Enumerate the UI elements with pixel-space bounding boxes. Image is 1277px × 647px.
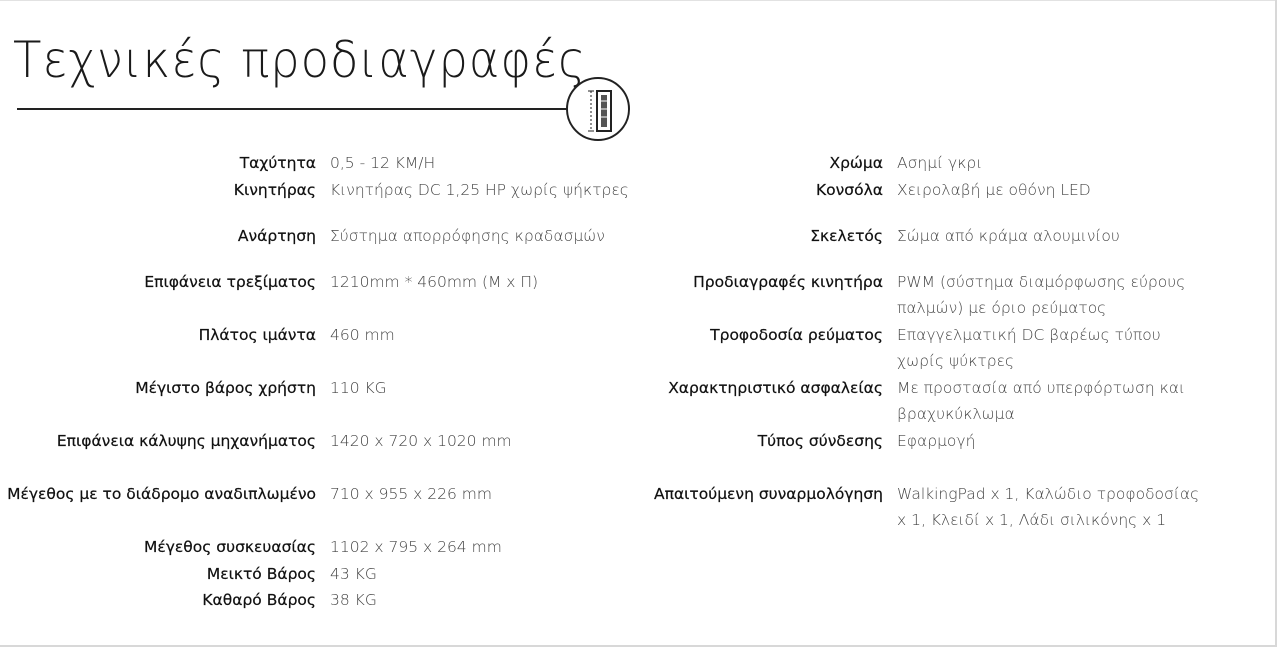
spec-row-running-surface: [0, 269, 539, 295]
dimensions-icon: [568, 79, 632, 143]
spec-value: Σύστημα απορρόφησης κραδασμών: [330, 227, 605, 245]
spec-label: Μέγιστο βάρος χρήστη: [135, 379, 316, 397]
spec-value: 0,5 - 12 KM/H: [330, 154, 436, 172]
spec-row-gross-weight: [0, 561, 377, 587]
spec-row-color: [560, 150, 983, 176]
spec-label: Ταχύτητα: [239, 154, 316, 172]
page-title: Τεχνικές προδιαγραφές: [13, 31, 587, 89]
spec-label: Επιφάνεια τρεξίματος: [144, 273, 316, 291]
spec-row-console: [560, 177, 1091, 203]
spec-value: 110 KG: [330, 379, 387, 397]
spec-value: Σώμα από κράμα αλουμινίου: [897, 227, 1120, 245]
spec-row-net-weight: [0, 587, 377, 613]
spec-value: 1210mm * 460mm (Μ x Π): [330, 273, 539, 291]
spec-value: 1420 x 720 x 1020 mm: [330, 432, 512, 450]
spec-row-folded-size: [0, 481, 492, 507]
spec-value: WalkingPad x 1, Καλώδιο τροφοδοσίας x 1, Κλειδί x 1, Λάδι σιλικόνης x 1: [897, 485, 1200, 529]
frame-border-top: [0, 0, 1277, 1]
spec-row-connection: [560, 428, 976, 454]
spec-value: Επαγγελματική DC βαρέως τύπου χωρίς ψύκτρες: [897, 326, 1161, 370]
spec-row-max-user-weight: [0, 375, 387, 401]
spec-value: 1102 x 795 x 264 mm: [330, 538, 502, 556]
spec-row-suspension: [0, 223, 605, 249]
spec-label: Τύπος σύνδεσης: [757, 432, 883, 450]
dimensions-badge: [566, 77, 630, 141]
spec-label: Χρώμα: [829, 154, 883, 172]
spec-value: Χειρολαβή με οθόνη LED: [897, 181, 1091, 199]
spec-label: Προδιαγραφές κινητήρα: [693, 273, 883, 291]
spec-label: Κινητήρας: [233, 181, 316, 199]
spec-label: Σκελετός: [810, 227, 883, 245]
spec-row-frame: [560, 223, 1120, 249]
spec-value: 710 x 955 x 226 mm: [330, 485, 492, 503]
spec-value: Κινητήρας DC 1,25 HP χωρίς ψήκτρες: [330, 181, 629, 199]
spec-label: Κονσόλα: [815, 181, 883, 199]
spec-label: Καθαρό Βάρος: [202, 591, 316, 609]
spec-label: Τροφοδοσία ρεύματος: [710, 326, 883, 344]
spec-row-motor: [0, 177, 629, 203]
spec-label: Μέγεθος συσκευασίας: [144, 538, 316, 556]
spec-value: Με προστασία από υπερφόρτωση και βραχυκύκλωμα: [897, 379, 1186, 423]
spec-value: PWM (σύστημα διαμόρφωσης εύρους παλμών) με όριο ρεύματος: [897, 273, 1186, 317]
spec-label: Ανάρτηση: [237, 227, 316, 245]
spec-row-footprint: [0, 428, 512, 454]
spec-row-belt-width: [0, 322, 395, 348]
spec-label: Μεικτό Βάρος: [206, 565, 316, 583]
spec-label: Πλάτος ιμάντα: [198, 326, 316, 344]
spec-value: 43 KG: [330, 565, 377, 583]
spec-label: Επιφάνεια κάλυψης μηχανήματος: [56, 432, 316, 450]
spec-value: Εφαρμογή: [897, 432, 976, 450]
spec-row-motor-specs: [560, 269, 1186, 317]
title-divider: [17, 108, 568, 110]
spec-row-assembly: [560, 481, 1200, 529]
spec-label: Απαιτούμενη συναρμολόγηση: [654, 485, 883, 503]
spec-value: 460 mm: [330, 326, 395, 344]
spec-row-package-size: [0, 534, 502, 560]
spec-value: 38 KG: [330, 591, 377, 609]
spec-row-power-supply: [560, 322, 1161, 370]
spec-value: Ασημί γκρι: [897, 154, 983, 172]
spec-row-speed: [0, 150, 436, 176]
spec-row-safety: [560, 375, 1186, 423]
spec-label: Χαρακτηριστικό ασφαλείας: [668, 379, 883, 397]
spec-label: Μέγεθος με το διάδρομο αναδιπλωμένο: [7, 485, 316, 503]
